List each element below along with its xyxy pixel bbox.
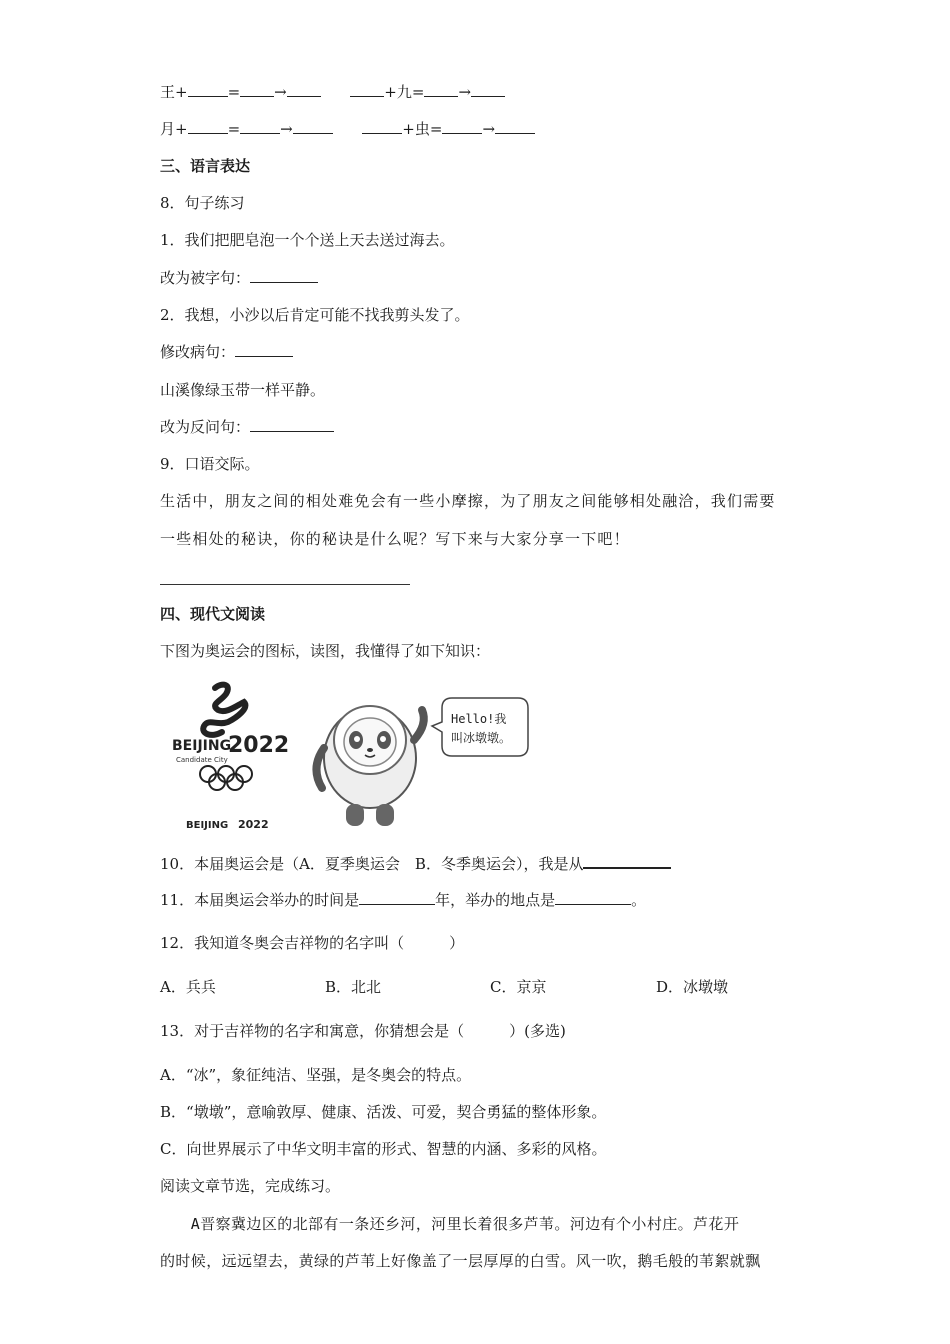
word-build-row-2: 月+ = → +虫= → xyxy=(160,119,535,139)
section-4-intro: 下图为奥运会的图标，读图，我懂得了如下知识： xyxy=(160,642,491,660)
blank-input[interactable] xyxy=(188,119,228,134)
q9-title: 9．口语交际。 xyxy=(160,455,260,473)
blank-input[interactable] xyxy=(471,82,505,97)
q12-option-b[interactable]: B．北北 xyxy=(325,978,382,996)
answer-blank[interactable] xyxy=(555,890,631,905)
blank-input[interactable] xyxy=(293,119,333,134)
q8-sentence-2: 2．我想，小沙以后肯定可能不找我剪头发了。 xyxy=(160,306,470,324)
q13-option-c[interactable]: C．向世界展示了中华文明丰富的形式、智慧的内涵、多彩的风格。 xyxy=(160,1140,607,1158)
section-4-title: 四、现代文阅读 xyxy=(160,605,266,623)
blank-input[interactable] xyxy=(287,82,321,97)
logo2-city-text: BEIJING xyxy=(186,820,229,831)
q9-line-2: 一些相处的秘诀，你的秘诀是什么呢？写下来与大家分享一下吧！ xyxy=(160,530,630,548)
blank-input[interactable] xyxy=(240,82,274,97)
answer-blank[interactable] xyxy=(359,890,435,905)
q8-title: 8．句子练习 xyxy=(160,194,245,212)
speech-line-2: 叫冰墩墩。 xyxy=(451,731,512,745)
reading-intro: 阅读文章节选，完成练习。 xyxy=(160,1177,341,1195)
beijing-2022-emblem xyxy=(160,678,540,838)
q9-answer-line[interactable] xyxy=(160,584,410,585)
blank-input[interactable] xyxy=(188,82,228,97)
q13-stem: 13．对于吉祥物的名字和寓意，你猜想会是（ ）(多选) xyxy=(160,1022,566,1040)
calligraphy-mark-icon xyxy=(203,685,245,735)
answer-blank[interactable] xyxy=(250,417,334,432)
q8-answer-1: 改为被字句： xyxy=(160,268,318,288)
q13-option-a[interactable]: A．“冰”，象征纯洁、坚强，是冬奥会的特点。 xyxy=(160,1066,472,1084)
q8-sentence-3: 山溪像绿玉带一样平静。 xyxy=(160,381,326,399)
q9-line-1: 生活中，朋友之间的相处难免会有一些小摩擦，为了朋友之间能够相处融洽，我们需要 xyxy=(160,492,776,510)
blank-input[interactable] xyxy=(350,82,384,97)
blank-input[interactable] xyxy=(240,119,280,134)
logo2-year-text: 2022 xyxy=(238,818,269,831)
section-3-title: 三、语言表达 xyxy=(160,157,251,175)
olympic-rings-icon xyxy=(200,766,252,790)
answer-blank[interactable] xyxy=(235,342,293,357)
blank-input[interactable] xyxy=(442,119,482,134)
q8-sentence-1: 1．我们把肥皂泡一个个送上天去送过海去。 xyxy=(160,231,455,249)
q13-option-b[interactable]: B．“墩墩”，意喻敦厚、健康、活泼、可爱，契合勇猛的整体形象。 xyxy=(160,1103,607,1121)
logo-year-text: 2022 xyxy=(228,733,290,758)
olympic-figure xyxy=(160,678,540,838)
bing-dwen-dwen-mascot-icon xyxy=(316,706,423,826)
logo-sub-text: Candidate City xyxy=(176,756,228,764)
reading-paragraph-line-1: A晋察冀边区的北部有一条还乡河，河里长着很多芦苇。河边有个小村庄。芦花开 xyxy=(160,1215,740,1233)
q12-option-a[interactable]: A．兵兵 xyxy=(160,978,216,996)
blank-input[interactable] xyxy=(495,119,535,134)
answer-blank[interactable] xyxy=(250,268,318,283)
q12-option-c[interactable]: C．京京 xyxy=(490,978,547,996)
speech-bubble-icon xyxy=(432,698,528,756)
logo-city-text: BEIJING xyxy=(172,738,232,754)
q10: 10．本届奥运会是（A．夏季奥运会 B．冬季奥运会），我是从 xyxy=(160,853,671,874)
q8-answer-2: 修改病句： xyxy=(160,342,293,362)
reading-paragraph-line-2: 的时候，远远望去，黄绿的芦苇上好像盖了一层厚厚的白雪。风一吹，鹅毛般的苇絮就飘 xyxy=(160,1252,761,1270)
answer-blank[interactable] xyxy=(583,853,671,869)
q11: 11．本届奥运会举办的时间是 年，举办的地点是 。 xyxy=(160,891,647,909)
q12-stem: 12．我知道冬奥会吉祥物的名字叫（ ） xyxy=(160,934,465,952)
q8-answer-3: 改为反问句： xyxy=(160,417,334,437)
q12-option-d[interactable]: D．冰墩墩 xyxy=(656,978,729,996)
blank-input[interactable] xyxy=(424,82,458,97)
word-build-row-1: 王+ = → +九= → xyxy=(160,82,505,102)
blank-input[interactable] xyxy=(362,119,402,134)
speech-line-1: Hello!我 xyxy=(451,712,507,726)
